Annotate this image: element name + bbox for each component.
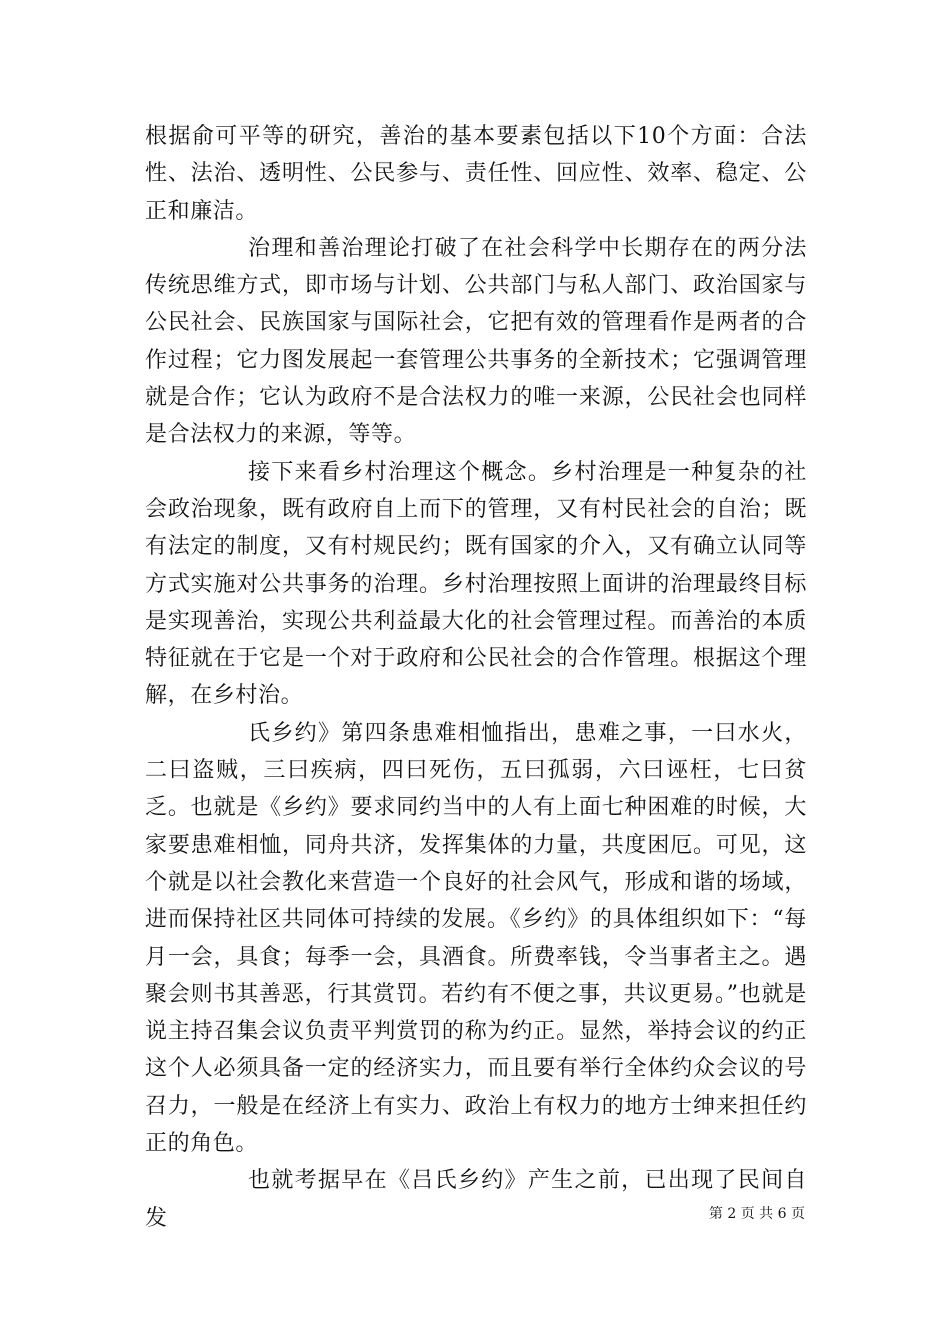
document-body: [145, 118, 807, 1237]
paragraph-village-compact: 氏乡约》第四条患难相恤指出，患难之事，一曰水火，二曰盗贼，三曰疾病，四曰死伤，五曰孤弱，六曰诬枉，七曰贫乏。也就是《乡约》要求同约当中的人有上面七种困难的时候，大家要患难相恤，同舟共济，发挥集体的力量，共度困厄。可见，这个就是以社会教化来营造一个良好的社会风气，形成和谐的场域，进而保持社区共同体可持续的发展。《乡约》的具体组织如下：“每月一会，具食；每季一会，具酒食。所费率钱，令当事者主之。遇聚会则书其善恶，行其赏罚。若约有不便之事，共议更易。”也就是说主持召集会议负责平判赏罚的称为约正。显然，举持会议的约正这个人必须具备一定的经济实力，而且要有举行全体约众会议的号召力，一般是在经济上有实力、政治上有权力的地方士绅来担任约正的角色。: [145, 720, 807, 1157]
page-number-footer: 第 2 页 共 6 页: [708, 1206, 805, 1222]
paragraph-rural-governance: 接下来看乡村治理这个概念。乡村治理是一种复杂的社会政治现象，既有政府自上而下的管理，又有村民社会的自治；既有法定的制度，又有村规民约；既有国家的介入，又有确立认同等方式实施对公共事务的治理。乡村治理按照上面讲的治理最终目标是实现善治，实现公共利益最大化的社会管理过程。而善治的本质特征就在于它是一个对于政府和公民社会的合作管理。根据这个理解，在乡村治。: [145, 459, 807, 709]
paragraph-good-governance-elements: 根据俞可平等的研究，善治的基本要素包括以下10个方面：合法性、法治、透明性、公民参与、责任性、回应性、效率、稳定、公正和廉洁。: [145, 124, 807, 224]
paragraph-governance-theory: 治理和善治理论打破了在社会科学中长期存在的两分法传统思维方式，即市场与计划、公共部门与私人部门、政治国家与公民社会、民族国家与国际社会，它把有效的管理看作是两者的合作过程；它力图发展起一套管理公共事务的全新技术；它强调管理就是合作；它认为政府不是合法权力的唯一来源，公民社会也同样是合法权力的来源，等等。: [145, 235, 807, 448]
paragraph-lv-compact-origin: 也就考据早在《吕氏乡约》产生之前，已出现了民间自发: [145, 1168, 807, 1231]
